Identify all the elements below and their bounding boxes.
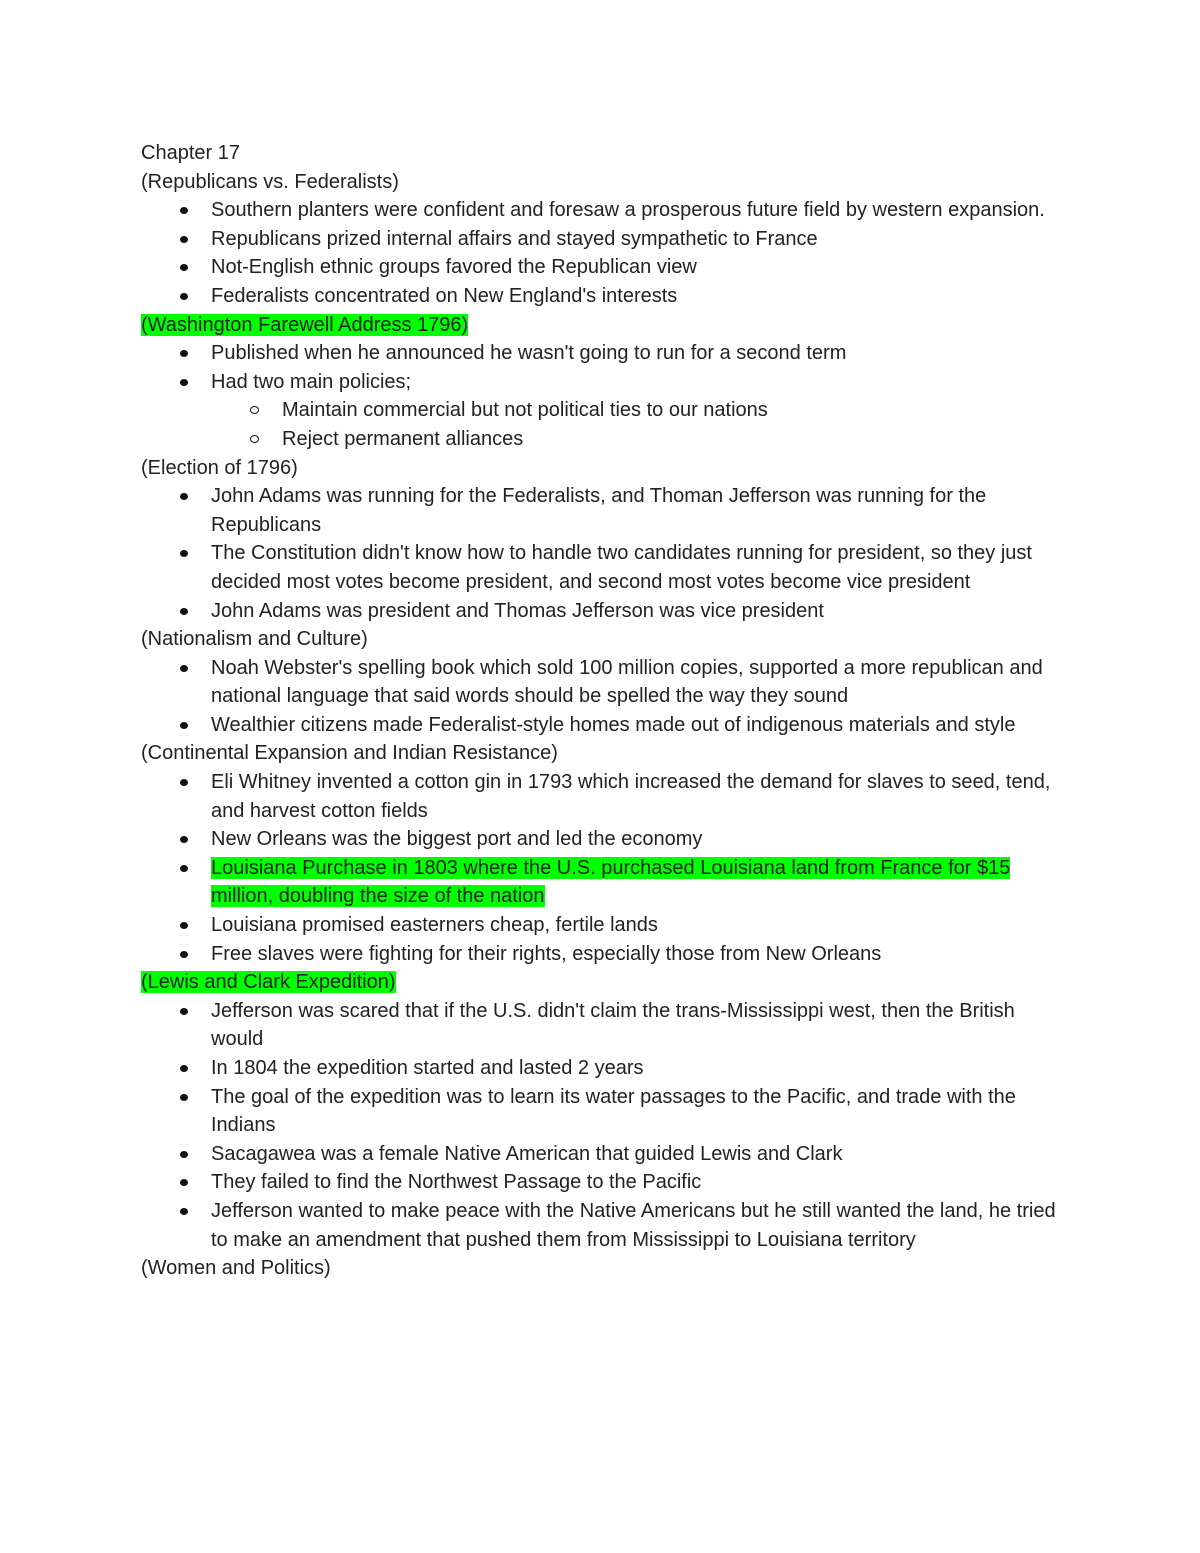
bullet-icon [180,665,188,672]
bullet-icon [180,836,188,843]
list-item-text: Eli Whitney invented a cotton gin in 1793 which increased the demand for slaves to seed, tend, and harvest cotton fields [211,771,1051,822]
bullet-icon [180,1065,188,1072]
list-item-text: Published when he announced he wasn't going to run for a second term [211,342,847,365]
bullet-icon [180,922,188,929]
section-bullet-list [141,196,1071,310]
bullet-icon [180,550,188,557]
list-item-text: New Orleans was the biggest port and led the economy [211,828,703,851]
section-bullet-list [141,482,1071,625]
list-item-text: Not-English ethnic groups favored the Republican view [211,256,697,279]
document-page [141,139,1071,1283]
list-item-text: Louisiana promised easterners cheap, fertile lands [211,914,658,937]
section-bullet-list [141,997,1071,1254]
list-item [141,1083,1071,1140]
bullet-icon [180,264,188,271]
bullet-icon [180,951,188,958]
bullet-icon [180,350,188,357]
section-heading-lewis-and-clark [141,968,1071,997]
list-item [141,1197,1071,1254]
sub-list-item-text: Maintain commercial but not political ties to our nations [282,399,768,422]
list-item [141,768,1071,825]
list-item-text: Jefferson wanted to make peace with the Native Americans but he still wanted the land, he tried to make an amendment that pushed them from Mississippi to Louisiana territory [211,1199,1056,1251]
document-title: Chapter 17 [141,142,240,164]
list-item-text: Noah Webster's spelling book which sold 100 million copies, supported a more republican and national language that said words should be spelled the way they sound [211,656,1043,708]
bullet-icon [180,1179,188,1186]
list-item [141,339,1071,368]
list-item [141,711,1071,740]
section-heading-women-and-politics: (Women and Politics) [141,1257,331,1280]
list-item [141,253,1071,282]
list-item [141,911,1071,940]
list-item [141,1168,1071,1197]
list-item [141,597,1071,626]
bullet-icon [180,236,188,243]
highlighted-heading-text: (Washington Farewell Address 1796) [141,313,469,336]
list-item-text: Free slaves were fighting for their rights, especially those from New Orleans [211,942,882,965]
section-heading-nationalism-and-culture: (Nationalism and Culture) [141,628,368,651]
bullet-icon [180,493,188,500]
bullet-icon [180,722,188,729]
bullet-icon [180,1094,188,1101]
bullet-icon [180,1008,188,1015]
list-item [141,196,1071,225]
section-bullet-list [141,339,1071,396]
list-item [141,1140,1071,1169]
list-item-text: Louisiana Purchase in 1803 where the U.S. purchased Louisiana land from France for $15 million, doubling the size of the nation [211,856,1011,908]
sub-list-item-text: Reject permanent alliances [282,427,524,450]
bullet-icon [180,379,188,386]
list-item-highlighted [141,854,1071,911]
highlighted-heading-text: (Lewis and Clark Expedition) [141,971,396,994]
section-heading-republicans-vs-federalists: (Republicans vs. Federalists) [141,170,399,193]
bullet-icon [180,207,188,214]
sub-list-item [141,425,1071,454]
list-item [141,825,1071,854]
list-item-text: Federalists concentrated on New England's interests [211,284,678,307]
list-item-text: The Constitution didn't know how to handle two candidates running for president, so they just decided most votes become president, and second most votes become vice president [211,542,1032,593]
list-item-text: In 1804 the expedition started and lasted 2 years [211,1057,644,1079]
list-item [141,282,1071,311]
list-item [141,482,1071,539]
section-heading-washington-farewell-address [141,311,1071,340]
sub-list-item [141,396,1071,425]
list-item-text: Wealthier citizens made Federalist-style homes made out of indigenous materials and style [211,713,1016,736]
list-item-text: John Adams was president and Thomas Jefferson was vice president [211,599,824,622]
list-item-text: Jefferson was scared that if the U.S. didn't claim the trans-Mississippi west, then the British would [211,999,1015,1051]
list-item-text: They failed to find the Northwest Passage to the Pacific [211,1171,702,1194]
section-heading-election-of-1796: (Election of 1796) [141,456,298,479]
list-item [141,654,1071,711]
list-item-text: John Adams was running for the Federalists, and Thoman Jefferson was running for the Republicans [211,485,987,536]
bullet-icon [180,1208,188,1215]
list-item-text: Had two main policies; [211,370,412,393]
list-item [141,368,1071,397]
list-item [141,940,1071,969]
hollow-bullet-icon [250,406,259,414]
hollow-bullet-icon [250,435,259,443]
bullet-icon [180,779,188,786]
list-item-text: The goal of the expedition was to learn its water passages to the Pacific, and trade with the Indians [211,1085,1016,1137]
bullet-icon [180,608,188,615]
bullet-icon [180,865,188,872]
bullet-icon [180,1151,188,1158]
list-item-text: Republicans prized internal affairs and stayed sympathetic to France [211,227,818,250]
section-heading-continental-expansion: (Continental Expansion and Indian Resistance) [141,742,558,765]
list-item [141,225,1071,254]
sub-bullet-list [141,396,1071,453]
bullet-icon [180,293,188,300]
list-item-text: Southern planters were confident and foresaw a prosperous future field by western expansion. [211,199,1045,222]
list-item [141,997,1071,1054]
list-item [141,1054,1071,1083]
section-bullet-list [141,654,1071,740]
section-bullet-list [141,768,1071,968]
list-item [141,539,1071,596]
list-item-text: Sacagawea was a female Native American that guided Lewis and Clark [211,1142,843,1165]
